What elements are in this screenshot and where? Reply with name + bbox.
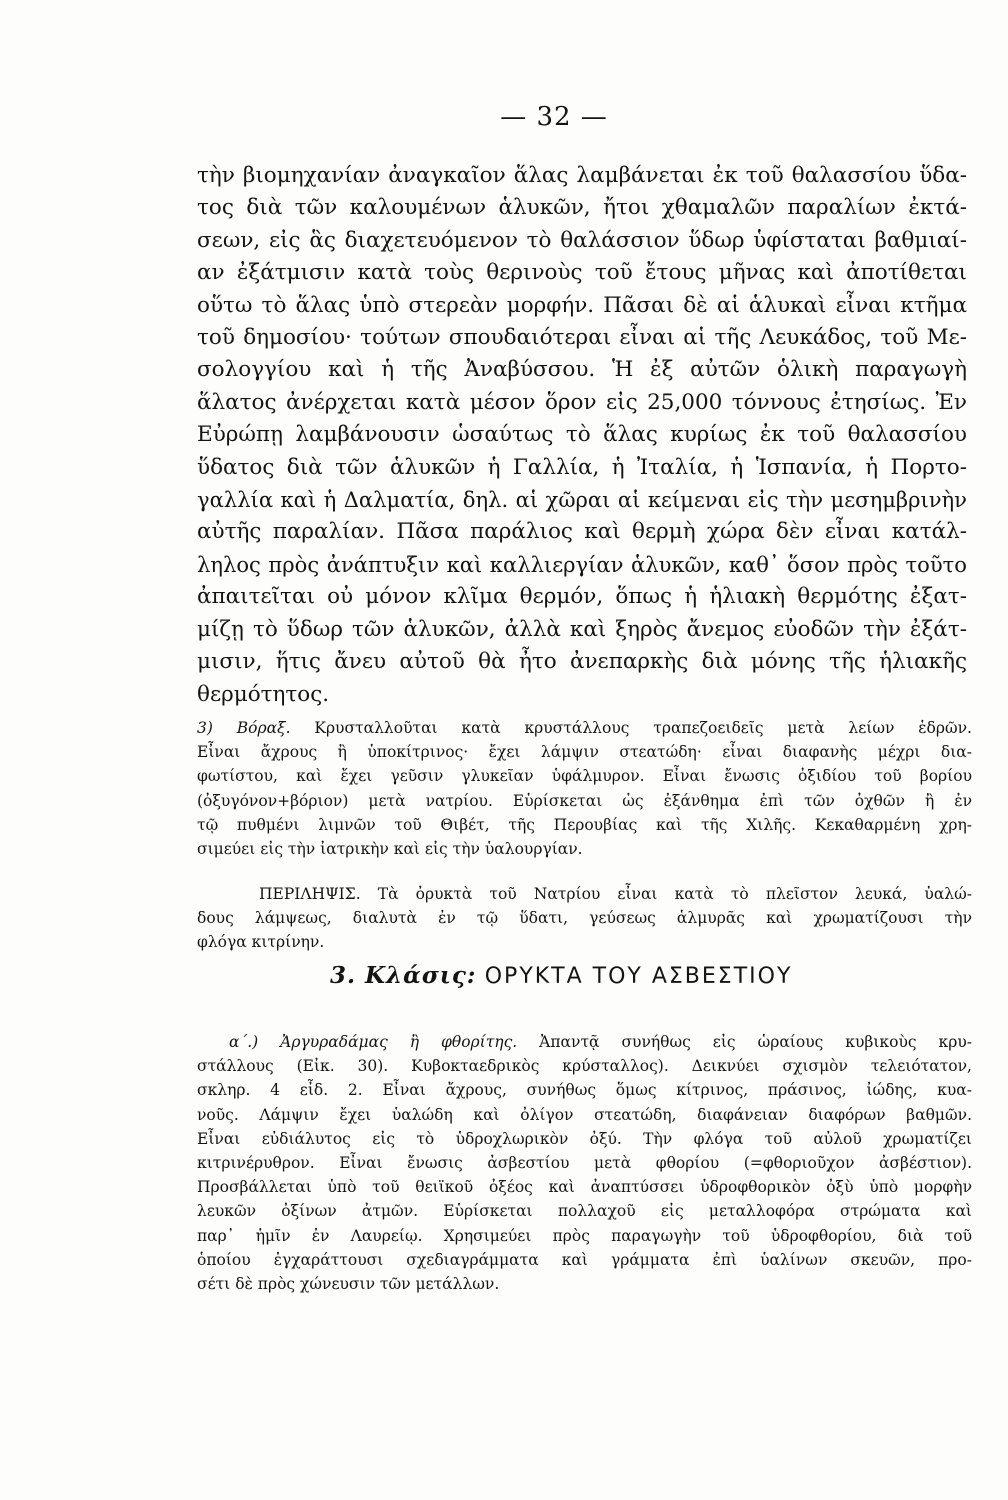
- summary-line-text: Τὰ ὀρυκτὰ τοῦ Νατρίου εἶναι κατὰ τὸ πλεῖστον λευκά, ὑαλώ-: [377, 885, 972, 903]
- text-line: [197, 882, 972, 906]
- section-title: ΟΡΥΚΤΑ ΤΟΥ ΑΣΒΕΣΤΙΟΥ: [484, 964, 793, 989]
- section-heading: [330, 962, 792, 989]
- main-paragraph: [197, 160, 967, 711]
- text-line: νοῦς. Λάμψιν ἔχει ὑαλώδη καὶ ὀλίγον στεατώδη, διαφάνειαν διαφόρων βαθμῶν.: [197, 1105, 972, 1124]
- text-line: στάλλους (Εἰκ. 30). Κυβοκταεδρικὸς κρύσταλλος). Δεικνύει σχισμὸν τελειότατον,: [197, 1057, 972, 1076]
- text-line: φωτίστου, καὶ ἔχει γεῦσιν γλυκεῖαν ὑφάλμυρον. Εἶναι ἔνωσις ὀξιδίου τοῦ βορίου: [197, 767, 972, 786]
- borax-label: 3) Βόραξ.: [197, 719, 291, 737]
- fluorite-label: α΄.) Ἀργυραδάμας ἢ φθορίτης.: [229, 1033, 518, 1051]
- text-line: ὁποίου ἐγχαράττουσι σχεδιαγράμματα καὶ γράμματα ἐπὶ ὑαλίνων σκευῶν, προ-: [197, 1250, 972, 1269]
- text-line: Εὐρώπῃ λαμβάνουσιν ὡσαύτως τὸ ἅλας κυρίως ἐκ τοῦ θαλασσίου: [197, 422, 967, 448]
- text-line: αν ἐξάτμισιν κατὰ τοὺς θερινοὺς τοῦ ἔτους μῆνας καὶ ἀποτίθεται: [197, 260, 967, 286]
- text-line: φλόγα κιτρίνην.: [197, 933, 325, 952]
- text-line: σεων, εἰς ἃς διαχετευόμενον τὸ θαλάσσιον ὕδωρ ὑφίσταται βαθμιαί-: [197, 227, 967, 253]
- text-line: τοῦ δημοσίου· τούτων σπουδαιότεραι εἶναι αἱ τῆς Λευκάδος, τοῦ Με-: [197, 325, 967, 351]
- section-label: 3. Κλάσις:: [330, 962, 477, 989]
- page-number: — 32 —: [500, 102, 608, 132]
- summary-paragraph: [197, 882, 972, 955]
- text-line: δους λάμψεως, διαλυτὰ ἐν τῷ ὕδατι, γεύσεως ἁλμυρᾶς καὶ χρωματίζουσι τὴν: [197, 909, 972, 928]
- text-line: (ὀξυγόνον+βόριον) μετὰ νατρίου. Εὑρίσκεται ὡς ἐξάνθημα ἐπὶ τῶν ὀχθῶν ἢ ἐν: [197, 791, 972, 810]
- text-line: τος διὰ τῶν καλουμένων ἁλυκῶν, ἤτοι χθαμαλῶν παραλίων ἐκτά-: [197, 195, 967, 221]
- borax-line-text: Κρυσταλλοῦται κατὰ κρυστάλλους τραπεζοειδεῖς μετὰ λείων ἑδρῶν.: [314, 719, 972, 737]
- text-line: σιμεύει εἰς τὴν ἰατρικὴν καὶ εἰς τὴν ὑαλουργίαν.: [197, 840, 583, 859]
- borax-paragraph: [197, 716, 972, 861]
- text-line: λευκῶν ὀξίνων ἀτμῶν. Εὑρίσκεται πολλαχοῦ εἰς μεταλλοφόρα στρώματα καὶ: [197, 1202, 972, 1221]
- text-line: ἀπαιτεῖται οὐ μόνον κλῖμα θερμόν, ὅπως ἡ ἡλιακὴ θερμότης ἐξατ-: [197, 584, 967, 610]
- text-line: ὕδατος διὰ τῶν ἁλυκῶν ἡ Γαλλία, ἡ Ἰταλία, ἡ Ἱσπανία, ἡ Πορτο-: [197, 454, 967, 480]
- text-line: μισιν, ἥτις ἄνευ αὐτοῦ θὰ ἦτο ἀνεπαρκὴς διὰ μόνης τῆς ἡλιακῆς: [197, 649, 967, 675]
- text-line: ἅλατος ἀνέρχεται κατὰ μέσον ὅρον εἰς 25,000 τόννους ἐτησίως. Ἐν: [197, 389, 967, 415]
- text-line: σέτι δὲ πρὸς χώνευσιν τῶν μετάλλων.: [197, 1275, 500, 1294]
- text-line: παρ᾽ ἡμῖν ἐν Λαυρείῳ. Χρησιμεύει πρὸς παραγωγὴν τοῦ ὑδροφθορίου, διὰ τοῦ: [197, 1226, 972, 1245]
- text-line: Εἶναι εὐδιάλυτος εἰς τὸ ὑδροχλωρικὸν ὀξύ. Τὴν φλόγα τοῦ αὐλοῦ χρωματίζει: [197, 1129, 972, 1148]
- text-line: κιτρινέρυθρον. Εἶναι ἔνωσις ἀσβεστίου μετὰ φθορίου (=φθοριοῦχον ἀσβέστιον).: [197, 1154, 972, 1173]
- text-line: Εἶναι ἄχρους ἢ ὑποκίτρινος· ἔχει λάμψιν στεατώδη· εἶναι διαφανὴς μέχρι δια-: [197, 743, 972, 762]
- text-line: [197, 716, 972, 740]
- text-line: θερμότητος.: [197, 681, 330, 707]
- text-line: οὕτω τὸ ἅλας ὑπὸ στερεὰν μορφήν. Πᾶσαι δὲ αἱ ἁλυκαὶ εἶναι κτῆμα: [197, 292, 967, 318]
- text-line: τῷ πυθμένι λιμνῶν τοῦ Θιβέτ, τῆς Περουβίας καὶ τῆς Χιλῆς. Κεκαθαρμένη χρη-: [197, 815, 972, 834]
- text-line: μίζῃ τὸ ὕδωρ τῶν ἁλυκῶν, ἀλλὰ καὶ ξηρὸς ἄνεμος εὐοδῶν τὴν ἐξάτ-: [197, 616, 967, 642]
- text-line: τὴν βιομηχανίαν ἀναγκαῖον ἅλας λαμβάνεται ἐκ τοῦ θαλασσίου ὕδα-: [197, 163, 967, 188]
- text-line: γαλλία καὶ ἡ Δαλματία, δηλ. αἱ χῶραι αἱ κείμεναι εἰς τὴν μεσημβρινὴν: [197, 487, 967, 513]
- text-line: σολογγίου καὶ ἡ τῆς Ἀναβύσσου. Ἡ ἐξ αὐτῶν ὁλικὴ παραγωγὴ: [197, 357, 967, 383]
- fluorite-line-text: Ἀπαντᾷ συνήθως εἰς ὡραίους κυβικοὺς κρυ-: [539, 1033, 972, 1051]
- text-line: ληλος πρὸς ἀνάπτυξιν καὶ καλλιεργίαν ἁλυκῶν, καθ᾽ ὅσον πρὸς τοῦτο: [197, 551, 967, 577]
- summary-label: ΠΕΡΙΛΗΨΙΣ.: [259, 885, 361, 903]
- text-line: σκληρ. 4 εἶδ. 2. Εἶναι ἄχρους, συνήθως ὅμως κίτρινος, πράσινος, ἰώδης, κυα-: [197, 1081, 972, 1100]
- text-line: Προσβάλλεται ὑπὸ τοῦ θειϊκοῦ ὀξέος καὶ ἀναπτύσσει ὑδροφθορικὸν ὀξὺ ὑπὸ μορφὴν: [197, 1178, 972, 1197]
- fluorite-paragraph: [197, 1030, 972, 1296]
- text-line: αὐτῆς παραλίαν. Πᾶσα παράλιος καὶ θερμὴ χώρα δὲν εἶναι κατάλ-: [197, 519, 967, 545]
- text-line: [197, 1030, 972, 1054]
